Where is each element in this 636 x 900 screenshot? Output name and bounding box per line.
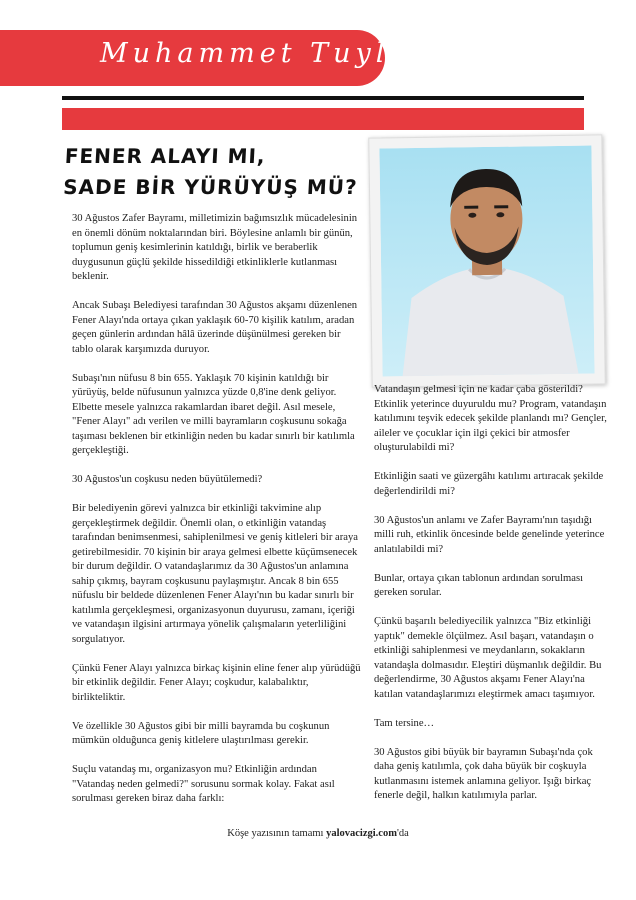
paragraph: Tam tersine… [374,717,435,729]
accent-bar [62,108,584,130]
paragraph: 30 Ağustos Zafer Bayramı, milletimizin bağımsızlık mücadelesinin en önemli dönüm noktalarından biri. Böylesine anlamlı bir günün, toplumun geniş kesimlerinin katıldığı, birlik ve beraberlik duygusunun güçlü şekilde hissedildiği etkinliklerle kutlanması beklenir. [72,213,358,282]
headline-line-1: FENER ALAYI MI, [64,144,267,168]
article-headline [62,141,365,203]
paragraph: Ve özellikle 30 Ağustos gibi bir milli bayramda bu coşkunun mümkün olduğunca geniş kitlelere ulaştırılması gerekir. [72,720,330,746]
paragraph: Bunlar, ortaya çıkan tablonun ardından sorulması gereken sorular. [374,572,584,598]
footer-suffix: 'da [396,828,409,839]
author-portrait-icon [379,146,594,377]
paragraph: Subaşı'nın nüfusu 8 bin 655. Yaklaşık 70 kişinin katıldığı bir yürüyüş, belde nüfusunun yalnızca yüzde 0,8'ine denk geliyor. Elbette mesele yalnızca rakamlardan ibaret değil. Asıl mesele, "Fener Alayı" adı verilen ve milli bayramların coşkusunu sokağa taşıması beklenen bir etkinliğin neden bu kadar sınırlı bir katılımla gerçekleştiği. [72,372,355,456]
subheading: 30 Ağustos'un coşkusu neden büyütülemedi? [72,474,263,485]
paragraph: 30 Ağustos'un anlamı ve Zafer Bayramı'nın taşıdığı milli ruh, etkinlik öncesinde belde genelinde yeterince anlatılabildi mi? [374,514,605,555]
footer-site-link[interactable]: yalovacizgi.com [326,828,397,839]
author-name: Muhammet Tuyli [100,38,404,69]
right-column [374,383,610,818]
footer-note [0,828,636,839]
divider-rule [62,96,584,100]
paragraph: Vatandaşın gelmesi için ne kadar çaba gösterildi? Etkinlik yeterince duyuruldu mu? Program, vatandaşın katılımını teşvik edecek şekilde planlandı mı? Gençler, aileler ve çocuklar için ilgi çekici bir atmosfer oluşturulabildi mi? [374,384,607,453]
paragraph: 30 Ağustos gibi büyük bir bayramın Subaşı'nda çok daha geniş katılımla, çok daha büyük bir coşkuyla kutlanmasını istemek anlamına geliyor. Işığı birkaç fenerle değil, halkın katılımıyla parlar. [374,746,593,801]
author-photo-frame [368,134,605,387]
paragraph: Çünkü Fener Alayı yalnızca birkaç kişinin eline fener alıp yürüdüğü bir etkinlik değildir. Fener Alayı; coşkudur, kalabalıktır, birlikteliktir. [72,662,361,703]
paragraph: Bir belediyenin görevi yalnızca bir etkinliği takvimine alıp gerçekleştirmek değildir. Önemli olan, o etkinliğin vatandaş tarafından benimsenmesi, sahiplenilmesi ve geniş kitleleri bir araya getirebilmesidir. 70 kişinin bir araya gelmesi elbette küçümsenecek bir durum değildir. O vatandaşlarımız da 30 Ağustos'un anlamına sahip çıkmış, bayram coşkusunu paylaşmıştır. Ancak 8 bin 655 nüfuslu bir beldede düzenlenen Fener Alayı'nın bu kadar sınırlı bir katılımla gerçekleşmesi, organizasyonun duyurusu, zamanı, içeriği ve vatandaşın ilgisini artırmaya yönelik çalışmaların yeterliliğini sorgulatıyor. [72,503,358,645]
footer-prefix: Köşe yazısının tamamı [227,828,327,839]
paragraph: Suçlu vatandaş mı, organizasyon mu? Etkinliğin ardından "Vatandaş neden gelmedi?" sorusunu sormak kolay. Fakat asıl sorulması gereken biraz daha farklı: [72,764,335,804]
left-column [72,212,362,821]
paragraph: Çünkü başarılı belediyecilik yalnızca "Biz etkinliği yaptık" demekle ölçülmez. Asıl başarı, vatandaşın o etkinliği sahiplenmesi ve meydanların, sokakların vatandaşla dolmasıdır. Eleştiri düşmanlık değildir. Bu değerlendirme, 30 Ağustos akşamı Fener Alayı'na katılan vatandaşlarımızı eleştirmek amacı taşımıyor. [374,616,602,700]
paragraph: Etkinliğin saati ve güzergâhı katılımı artıracak şekilde değerlendirildi mi? [374,471,604,497]
headline-line-2: SADE BİR YÜRÜYÜŞ MÜ? [62,175,359,199]
paragraph: Ancak Subaşı Belediyesi tarafından 30 Ağustos akşamı düzenlenen Fener Alayı'nda ortaya çıkan yaklaşık 60-70 kişilik katılım, aradan geçen günlerin ardından hâlâ üzerinde düşünülmesi gereken bir tablo olarak karşımızda duruyor. [72,300,358,355]
